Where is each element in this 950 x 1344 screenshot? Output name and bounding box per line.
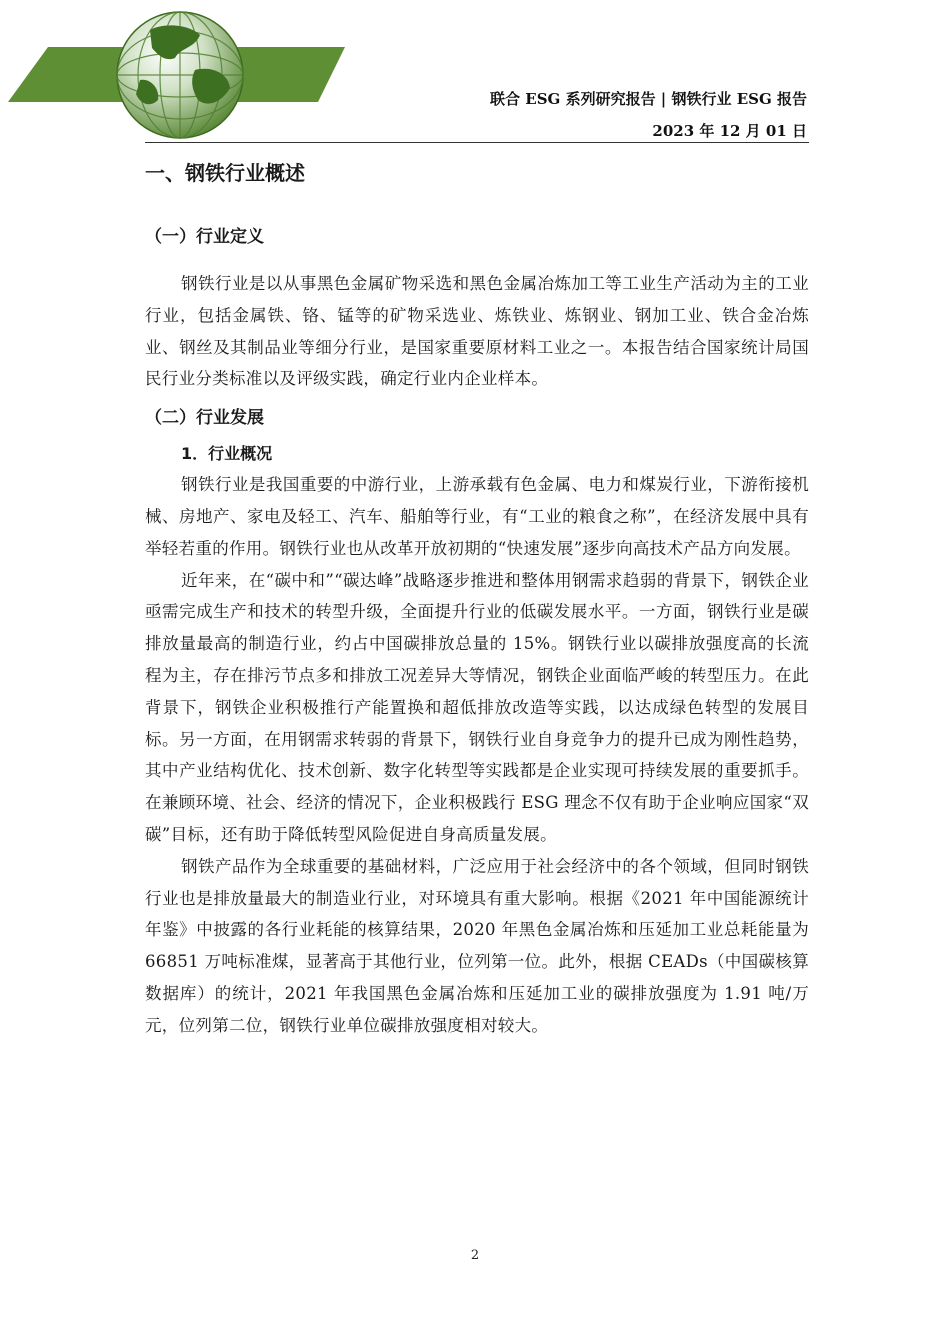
- section-heading-development: （二）行业发展: [145, 408, 264, 429]
- paragraph-definition: 钢铁行业是以从事黑色金属矿物采选和黑色金属冶炼加工等工业生产活动为主的工业行业，包括金属铁、铬、锰等的矿物采选业、炼铁业、炼钢业、钢加工业、铁合金冶炼业、钢丝及其制品业等细分行业，是国家重要原材料工业之一。本报告结合国家统计局国民行业分类标准以及评级实践，确定行业内企业样本。: [145, 274, 809, 389]
- header-divider: [145, 142, 809, 143]
- document-body: [145, 156, 809, 1042]
- chapter-heading: 一、钢铁行业概述: [145, 161, 305, 185]
- paragraph-energy-statistics: 钢铁产品作为全球重要的基础材料，广泛应用于社会经济中的各个领域，但同时钢铁行业也是排放量最大的制造业行业，对环境具有重大影响。根据《2021 年中国能源统计年鉴》中披露的各行业耗能的核算结果，2020 年黑色金属冶炼和压延加工业总耗能量为 66851 万吨标准煤，显著高于其他行业，位列第一位。此外，根据 CEADs（中国碳核算数据库）的统计，2021 年我国黑色金属冶炼和压延加工业的碳排放强度为 1.91 吨/万元，位列第二位，钢铁行业单位碳排放强度相对较大。: [145, 856, 809, 1035]
- header-date: 2023 年 12 月 01 日: [652, 122, 807, 140]
- globe-logo-icon: [0, 0, 360, 140]
- page-number: 2: [470, 1248, 480, 1263]
- subsection-heading-overview: 1．行业概况: [181, 444, 273, 464]
- paragraph-carbon-transition: 近年来，在“碳中和”“碳达峰”战略逐步推进和整体用钢需求趋弱的背景下，钢铁企业亟需完成生产和技术的转型升级，全面提升行业的低碳发展水平。一方面，钢铁行业是碳排放量最高的制造行业，约占中国碳排放总量的 15%。钢铁行业以碳排放强度高的长流程为主，存在排污节点多和排放工况差异大等情况，钢铁企业面临严峻的转型压力。在此背景下，钢铁企业积极推行产能置换和超低排放改造等实践，以达成绿色转型的发展目标。另一方面，在用钢需求转弱的背景下，钢铁行业自身竞争力的提升已成为刚性趋势，其中产业结构优化、技术创新、数字化转型等实践都是企业实现可持续发展的重要抓手。在兼顾环境、社会、经济的情况下，企业积极践行 ESG 理念不仅有助于企业响应国家“双碳”目标，还有助于降低转型风险促进自身高质量发展。: [145, 570, 809, 844]
- paragraph-overview: 钢铁行业是我国重要的中游行业，上游承载有色金属、电力和煤炭行业，下游衔接机械、房地产、家电及轻工、汽车、船舶等行业，有“工业的粮食之称”，在经济发展中具有举轻若重的作用。钢铁行业也从改革开放初期的“快速发展”逐步向高技术产品方向发展。: [145, 475, 809, 558]
- section-heading-definition: （一）行业定义: [145, 227, 264, 247]
- header-title: 联合 ESG 系列研究报告 | 钢铁行业 ESG 报告: [490, 90, 807, 108]
